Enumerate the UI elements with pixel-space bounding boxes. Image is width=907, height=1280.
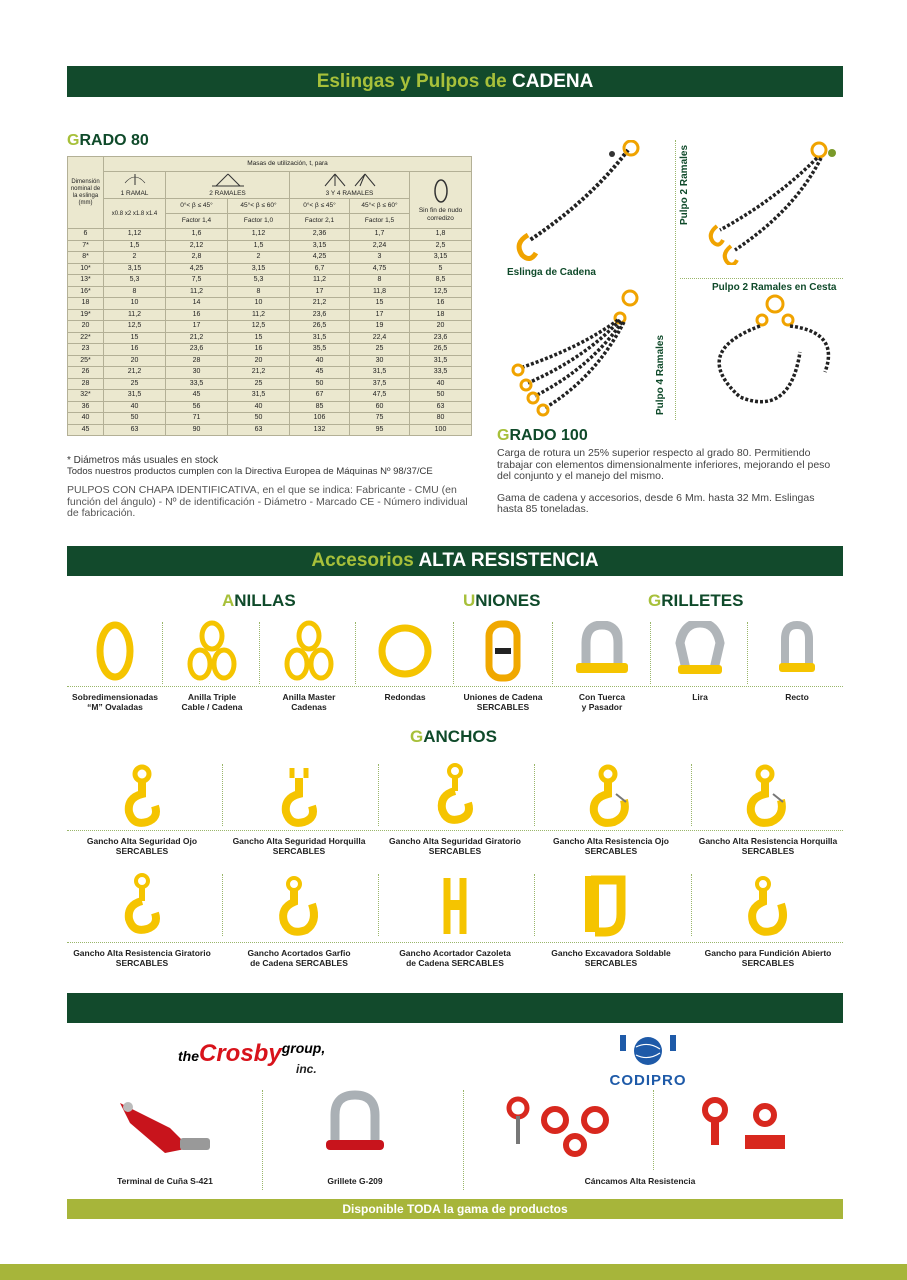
accessory-caption bbox=[548, 692, 656, 712]
hook-image bbox=[693, 872, 843, 940]
table-cell: 60 bbox=[350, 401, 410, 413]
table-cell: 12,5 bbox=[104, 321, 166, 333]
anillas-heading: ANILLAS bbox=[222, 591, 296, 610]
table-cell: 25 bbox=[228, 378, 290, 390]
table-cell: 95 bbox=[350, 424, 410, 436]
grado100-text bbox=[497, 448, 843, 516]
group-1-ramal: 1 RAMAL bbox=[104, 172, 166, 199]
hook-caption bbox=[224, 948, 374, 968]
table-cell: 25 bbox=[350, 344, 410, 356]
hook-caption bbox=[67, 948, 217, 968]
table-cell: 26,5 bbox=[410, 344, 472, 356]
table-row bbox=[68, 332, 472, 344]
hook-image bbox=[536, 872, 686, 940]
table-row bbox=[68, 309, 472, 321]
hook-caption bbox=[380, 948, 530, 968]
table-cell: 90 bbox=[166, 424, 228, 436]
table-cell: 67 bbox=[290, 390, 350, 402]
table-cell: 75 bbox=[350, 413, 410, 425]
table-cell: 85 bbox=[290, 401, 350, 413]
hook-divider bbox=[691, 874, 692, 936]
photo-divider-v bbox=[675, 140, 676, 420]
table-row bbox=[68, 424, 472, 436]
single-sub-factors: x0.8 x2 x1.8 x1.4 bbox=[104, 199, 166, 229]
table-cell: 16 bbox=[166, 309, 228, 321]
caption-line-2: SERCABLES bbox=[115, 846, 169, 856]
hooks-divider-2 bbox=[67, 942, 843, 943]
footer-bar bbox=[67, 1199, 843, 1219]
table-cell: 25* bbox=[68, 355, 104, 367]
accessory-image bbox=[164, 618, 260, 684]
table-cell: 47,5 bbox=[350, 390, 410, 402]
table-cell: 3,15 bbox=[228, 263, 290, 275]
table-cell: 2 bbox=[104, 252, 166, 264]
caption-line-1: Con Tuerca bbox=[578, 692, 626, 702]
accessory-image bbox=[749, 618, 845, 684]
table-cell: 17 bbox=[350, 309, 410, 321]
accessory-divider bbox=[355, 622, 356, 684]
caption-line-2: SERCABLES bbox=[476, 702, 530, 712]
table-cell: 45 bbox=[290, 367, 350, 379]
grado100-title: GRADO 100 bbox=[497, 427, 588, 444]
table-cell: 21,2 bbox=[166, 332, 228, 344]
table-cell: 33,5 bbox=[410, 367, 472, 379]
brands-banner bbox=[67, 993, 843, 1023]
accessory-caption bbox=[61, 692, 169, 712]
caption-line-2: SERCABLES bbox=[272, 846, 326, 856]
header-title-b: CADENA bbox=[512, 71, 594, 92]
caption-line-1: Uniones de Cadena bbox=[463, 692, 543, 702]
table-row bbox=[68, 240, 472, 252]
table-cell: 5,3 bbox=[104, 275, 166, 287]
table-cell: 1,5 bbox=[104, 240, 166, 252]
pulpo2-cesta-label: Pulpo 2 Ramales en Cesta bbox=[712, 282, 837, 293]
table-cell: 45 bbox=[68, 424, 104, 436]
cancamos-image-1 bbox=[500, 1090, 640, 1165]
caption-line-1: Gancho para Fundición Abierto bbox=[704, 948, 832, 958]
note-stock: * Diámetros más usuales en stock bbox=[67, 455, 219, 466]
table-cell: 50 bbox=[290, 378, 350, 390]
hook-caption bbox=[536, 948, 686, 968]
caption-line-2: SERCABLES bbox=[741, 846, 795, 856]
grado80-notes bbox=[67, 455, 477, 520]
caption-line-2: SERCABLES bbox=[584, 958, 638, 968]
table-cell: 30 bbox=[350, 355, 410, 367]
table-cell: 31,5 bbox=[410, 355, 472, 367]
table-cell: 18 bbox=[68, 298, 104, 310]
crosby-logo: theCrosbygroup, inc. bbox=[178, 1040, 326, 1076]
angle-b: 45°< β ≤ 60° bbox=[228, 199, 290, 214]
accessory-divider bbox=[453, 622, 454, 684]
table-row bbox=[68, 390, 472, 402]
hook-caption bbox=[693, 948, 843, 968]
hook-caption bbox=[224, 836, 374, 856]
table-cell: 25 bbox=[104, 378, 166, 390]
table-cell: 80 bbox=[410, 413, 472, 425]
hook-image bbox=[380, 762, 530, 830]
table-row bbox=[68, 378, 472, 390]
accessory-image bbox=[652, 618, 748, 684]
table-cell: 132 bbox=[290, 424, 350, 436]
table-cell: 3,15 bbox=[104, 263, 166, 275]
caption-line-2: SERCABLES bbox=[584, 846, 638, 856]
table-cell: 4,75 bbox=[350, 263, 410, 275]
brand-divider-3 bbox=[653, 1090, 654, 1170]
hook-image bbox=[67, 872, 217, 940]
table-cell: 6,7 bbox=[290, 263, 350, 275]
table-cell: 18 bbox=[410, 309, 472, 321]
table-cell: 32* bbox=[68, 390, 104, 402]
hook-image bbox=[224, 762, 374, 830]
table-row bbox=[68, 413, 472, 425]
hook-image bbox=[380, 872, 530, 940]
accesorios-banner: Accesorios ALTA RESISTENCIA bbox=[67, 546, 843, 576]
accessory-image bbox=[261, 618, 357, 684]
angle-c: 0°< β ≤ 45° bbox=[290, 199, 350, 214]
table-cell: 12,5 bbox=[228, 321, 290, 333]
table-cell: 19* bbox=[68, 309, 104, 321]
accessory-caption bbox=[646, 692, 754, 702]
caption-line-2: y Pasador bbox=[581, 702, 623, 712]
table-cell: 20 bbox=[410, 321, 472, 333]
accessory-caption bbox=[449, 692, 557, 712]
endless-sling-icon bbox=[431, 178, 451, 204]
hook-divider bbox=[534, 764, 535, 826]
hook-divider bbox=[534, 874, 535, 936]
hook-image bbox=[693, 762, 843, 830]
grado80-table bbox=[67, 156, 472, 436]
table-cell: 22* bbox=[68, 332, 104, 344]
accessory-divider bbox=[162, 622, 163, 684]
table-cell: 20 bbox=[228, 355, 290, 367]
header-banner bbox=[67, 66, 843, 97]
table-cell: 10 bbox=[228, 298, 290, 310]
table-row bbox=[68, 286, 472, 298]
caption-line-2: SERCABLES bbox=[741, 958, 795, 968]
factor-2: Factor 1,0 bbox=[228, 214, 290, 229]
accessory-divider bbox=[552, 622, 553, 684]
table-cell: 23 bbox=[68, 344, 104, 356]
table-cell: 20 bbox=[104, 355, 166, 367]
eslinga-label: Eslinga de Cadena bbox=[507, 267, 596, 278]
table-cell: 11,2 bbox=[104, 309, 166, 321]
caption-line-2: Cable / Cadena bbox=[181, 702, 243, 712]
caption-line-1: Gancho Alta Resistencia Horquilla bbox=[698, 836, 838, 846]
caption-line-2: SERCABLES bbox=[428, 846, 482, 856]
accessory-caption bbox=[351, 692, 459, 702]
table-cell: 2,36 bbox=[290, 229, 350, 241]
table-cell: 1,8 bbox=[410, 229, 472, 241]
table-cell: 8 bbox=[104, 286, 166, 298]
hook-divider bbox=[378, 874, 379, 936]
angle-d: 45°< β ≤ 60° bbox=[350, 199, 410, 214]
caption-line-1: Gancho Acortados Garfio bbox=[247, 948, 351, 958]
multi-leg-icon bbox=[320, 173, 380, 187]
table-cell: 17 bbox=[290, 286, 350, 298]
table-cell: 14 bbox=[166, 298, 228, 310]
table-cell: 2,24 bbox=[350, 240, 410, 252]
table-cell: 31,5 bbox=[104, 390, 166, 402]
table-cell: 2,5 bbox=[410, 240, 472, 252]
hook-image bbox=[224, 872, 374, 940]
caption-line-2: de Cadena SERCABLES bbox=[250, 958, 348, 968]
caption-line-1: Anilla Master bbox=[282, 692, 336, 702]
terminal-cuna-caption: Terminal de Cuña S-421 bbox=[117, 1176, 213, 1186]
table-cell: 6 bbox=[68, 229, 104, 241]
accessory-caption bbox=[743, 692, 851, 702]
table-row bbox=[68, 344, 472, 356]
table-row bbox=[68, 263, 472, 275]
table-cell: 40 bbox=[290, 355, 350, 367]
table-cell: 3,15 bbox=[410, 252, 472, 264]
table-cell: 15 bbox=[104, 332, 166, 344]
grillete-g209-image bbox=[320, 1090, 390, 1165]
table-cell: 63 bbox=[410, 401, 472, 413]
photo-divider-h bbox=[680, 278, 843, 279]
table-cell: 30 bbox=[166, 367, 228, 379]
table-cell: 11,2 bbox=[166, 286, 228, 298]
table-cell: 36 bbox=[68, 401, 104, 413]
table-cell: 5,3 bbox=[228, 275, 290, 287]
table-cell: 21,2 bbox=[290, 298, 350, 310]
caption-line-1: Recto bbox=[785, 692, 809, 702]
uniones-heading: UNIONES bbox=[463, 591, 541, 610]
angle-a: 0°< β ≤ 45° bbox=[166, 199, 228, 214]
accessory-divider bbox=[650, 622, 651, 684]
caption-line-1: Sobredimensionadas bbox=[72, 692, 158, 702]
accessory-image bbox=[455, 618, 551, 684]
hook-image bbox=[67, 762, 217, 830]
table-cell: 20 bbox=[68, 321, 104, 333]
table-cell: 23,6 bbox=[410, 332, 472, 344]
factor-3: Factor 2,1 bbox=[290, 214, 350, 229]
caption-line-1: Gancho Alta Resistencia Giratorio bbox=[73, 948, 211, 958]
grilletes-heading: GRILLETES bbox=[648, 591, 744, 610]
table-cell: 19 bbox=[350, 321, 410, 333]
factor-4: Factor 1,5 bbox=[350, 214, 410, 229]
table-cell: 2 bbox=[228, 252, 290, 264]
table-cell: 40 bbox=[410, 378, 472, 390]
one-leg-icon bbox=[120, 173, 150, 187]
accessory-caption bbox=[255, 692, 363, 712]
brand-divider-1 bbox=[262, 1090, 263, 1190]
table-cell: 100 bbox=[410, 424, 472, 436]
table-cell: 2,12 bbox=[166, 240, 228, 252]
table-cell: 1,12 bbox=[228, 229, 290, 241]
table-cell: 11,2 bbox=[290, 275, 350, 287]
table-cell: 63 bbox=[104, 424, 166, 436]
note-pulpos: PULPOS CON CHAPA IDENTIFICATIVA, en el que se indica: Fabricante - CMU (en función del ángulo) - Nº de identificación - Diámetro - Marcado CE - Número individual de fabricación. bbox=[67, 484, 468, 519]
hook-divider bbox=[378, 764, 379, 826]
terminal-cuna-image bbox=[110, 1093, 220, 1168]
table-row bbox=[68, 275, 472, 287]
table-top-header: Masas de utilización, t, para bbox=[104, 157, 472, 172]
accessory-image bbox=[554, 618, 650, 684]
accessory-caption bbox=[158, 692, 266, 712]
table-cell: 33,5 bbox=[166, 378, 228, 390]
table-cell: 71 bbox=[166, 413, 228, 425]
caption-line-1: Lira bbox=[692, 692, 708, 702]
table-row bbox=[68, 401, 472, 413]
header-title-a: Eslingas y Pulpos de bbox=[316, 71, 507, 92]
accessories-divider bbox=[67, 686, 843, 687]
table-cell: 1,12 bbox=[104, 229, 166, 241]
caption-line-2: SERCABLES bbox=[115, 958, 169, 968]
hook-divider bbox=[222, 874, 223, 936]
pulpo-4-ramales-image bbox=[500, 288, 670, 418]
table-cell: 8 bbox=[228, 286, 290, 298]
page-bottom-bar bbox=[0, 1264, 907, 1280]
table-cell: 22,4 bbox=[350, 332, 410, 344]
table-cell: 26 bbox=[68, 367, 104, 379]
eslinga-cadena-image bbox=[500, 140, 670, 265]
table-cell: 26,5 bbox=[290, 321, 350, 333]
globe-icon bbox=[618, 1033, 678, 1067]
grado100-p2: Gama de cadena y accesorios, desde 6 Mm. hasta 32 Mm. Eslingas hasta 85 toneladas. bbox=[497, 491, 815, 515]
hook-caption bbox=[380, 836, 530, 856]
table-cell: 7,5 bbox=[166, 275, 228, 287]
table-cell: 3 bbox=[350, 252, 410, 264]
grado100-p1: Carga de rotura un 25% superior respecto al grado 80. Permitiendo trabajar con elementos dimensionalmente inferiores, mejorando el peso del conjunto y el manejo del mismo. bbox=[497, 447, 831, 482]
two-leg-icon bbox=[208, 173, 248, 187]
accessory-image bbox=[357, 618, 453, 684]
table-cell: 31,5 bbox=[228, 390, 290, 402]
accessory-divider bbox=[259, 622, 260, 684]
hook-caption bbox=[536, 836, 686, 856]
table-cell: 10 bbox=[104, 298, 166, 310]
table-cell: 63 bbox=[228, 424, 290, 436]
table-cell: 50 bbox=[228, 413, 290, 425]
footer-text: Disponible TODA la gama de productos bbox=[342, 1202, 568, 1216]
pulpo-2-cesta-image bbox=[700, 292, 845, 417]
hooks-divider-1 bbox=[67, 830, 843, 831]
caption-line-1: Gancho Excavadora Soldable bbox=[551, 948, 671, 958]
pulpo4-label: Pulpo 4 Ramales bbox=[655, 334, 666, 415]
caption-line-1: Redondas bbox=[384, 692, 426, 702]
accessory-divider bbox=[747, 622, 748, 684]
ganchos-heading: GANCHOS bbox=[410, 727, 497, 746]
caption-line-2: de Cadena SERCABLES bbox=[406, 958, 504, 968]
table-cell: 16 bbox=[104, 344, 166, 356]
table-row bbox=[68, 355, 472, 367]
table-cell: 11,2 bbox=[228, 309, 290, 321]
table-cell: 10* bbox=[68, 263, 104, 275]
pulpo-2-ramales-image bbox=[695, 140, 845, 265]
table-cell: 23,6 bbox=[290, 309, 350, 321]
table-cell: 21,2 bbox=[104, 367, 166, 379]
table-body bbox=[68, 229, 472, 436]
codipro-logo: CODIPRO bbox=[596, 1033, 700, 1089]
table-cell: 16* bbox=[68, 286, 104, 298]
table-cell: 50 bbox=[410, 390, 472, 402]
table-cell: 16 bbox=[228, 344, 290, 356]
table-cell: 56 bbox=[166, 401, 228, 413]
hook-image bbox=[536, 762, 686, 830]
caption-line-2: Cadenas bbox=[291, 702, 327, 712]
table-cell: 12,5 bbox=[410, 286, 472, 298]
caption-line-1: Gancho Acortador Cazoleta bbox=[399, 948, 511, 958]
group-2-ramales: 2 RAMALES bbox=[166, 172, 290, 199]
note-directiva: Todos nuestros productos cumplen con la Directiva Europea de Máquinas Nº 98/37/CE bbox=[67, 466, 433, 477]
caption-line-1: Gancho Alta Seguridad Horquilla bbox=[232, 836, 366, 846]
table-row bbox=[68, 229, 472, 241]
table-cell: 40 bbox=[68, 413, 104, 425]
table-cell: 23,6 bbox=[166, 344, 228, 356]
accessory-image bbox=[67, 618, 163, 684]
cancamos-caption: Cáncamos Alta Resistencia bbox=[584, 1176, 696, 1186]
table-cell: 5 bbox=[410, 263, 472, 275]
table-cell: 28 bbox=[166, 355, 228, 367]
hook-caption bbox=[693, 836, 843, 856]
table-cell: 2,8 bbox=[166, 252, 228, 264]
table-cell: 15 bbox=[350, 298, 410, 310]
hook-divider bbox=[691, 764, 692, 826]
table-cell: 4,25 bbox=[290, 252, 350, 264]
group-sin-fin: Sin fin de nudo corredizo bbox=[410, 172, 472, 229]
brand-divider-2 bbox=[463, 1090, 464, 1190]
hook-divider bbox=[222, 764, 223, 826]
cancamos-image-2 bbox=[685, 1090, 800, 1165]
table-cell: 28 bbox=[68, 378, 104, 390]
factor-1: Factor 1,4 bbox=[166, 214, 228, 229]
table-cell: 40 bbox=[228, 401, 290, 413]
table-cell: 40 bbox=[104, 401, 166, 413]
table-cell: 8* bbox=[68, 252, 104, 264]
table-cell: 1,5 bbox=[228, 240, 290, 252]
table-cell: 37,5 bbox=[350, 378, 410, 390]
table-row bbox=[68, 298, 472, 310]
table-cell: 15 bbox=[228, 332, 290, 344]
table-cell: 50 bbox=[104, 413, 166, 425]
table-cell: 13* bbox=[68, 275, 104, 287]
table-cell: 4,25 bbox=[166, 263, 228, 275]
col-dim: Dimensión nominal de la eslinga (mm) bbox=[68, 157, 104, 229]
table-cell: 3,15 bbox=[290, 240, 350, 252]
table-cell: 31,5 bbox=[290, 332, 350, 344]
table-cell: 35,5 bbox=[290, 344, 350, 356]
table-cell: 1,7 bbox=[350, 229, 410, 241]
caption-line-1: Gancho Alta Resistencia Ojo bbox=[553, 836, 669, 846]
grillete-g209-caption: Grillete G-209 bbox=[327, 1176, 383, 1186]
table-cell: 31,5 bbox=[350, 367, 410, 379]
table-cell: 106 bbox=[290, 413, 350, 425]
caption-line-1: Anilla Triple bbox=[187, 692, 237, 702]
table-cell: 17 bbox=[166, 321, 228, 333]
table-cell: 16 bbox=[410, 298, 472, 310]
caption-line-1: Gancho Alta Seguridad Ojo bbox=[86, 836, 198, 846]
caption-line-2: “M” Ovaladas bbox=[87, 702, 143, 712]
table-cell: 45 bbox=[166, 390, 228, 402]
table-cell: 7* bbox=[68, 240, 104, 252]
table-row bbox=[68, 252, 472, 264]
hook-caption bbox=[67, 836, 217, 856]
table-row bbox=[68, 367, 472, 379]
pulpo2-label: Pulpo 2 Ramales bbox=[679, 144, 690, 225]
group-3-4-ramales: 3 Y 4 RAMALES bbox=[290, 172, 410, 199]
table-cell: 8,5 bbox=[410, 275, 472, 287]
table-cell: 11,8 bbox=[350, 286, 410, 298]
caption-line-1: Gancho Alta Seguridad Giratorio bbox=[389, 836, 521, 846]
table-row bbox=[68, 321, 472, 333]
table-cell: 21,2 bbox=[228, 367, 290, 379]
grado80-title: GRADO 80 bbox=[67, 132, 149, 149]
table-cell: 8 bbox=[350, 275, 410, 287]
table-cell: 1,6 bbox=[166, 229, 228, 241]
